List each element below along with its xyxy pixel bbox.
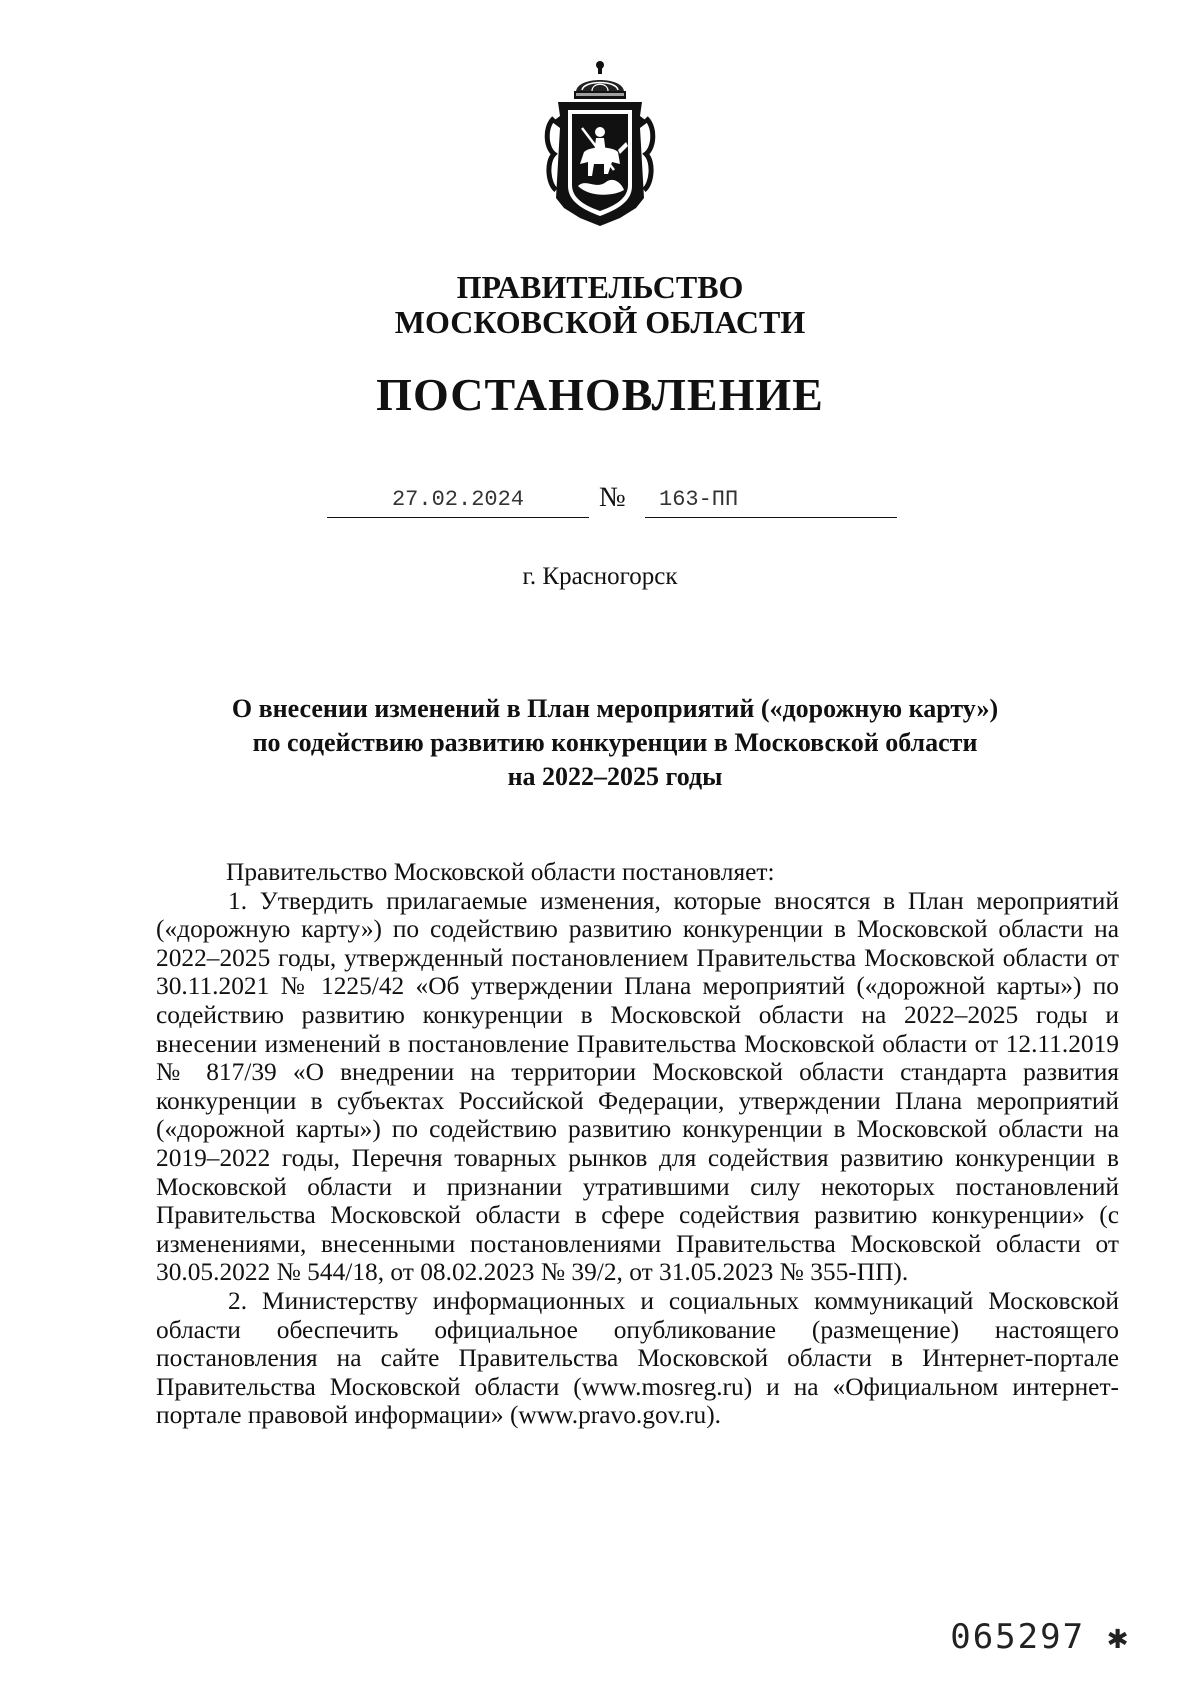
number-sign: № bbox=[599, 482, 626, 513]
organization-name-line2: МОСКОВСКОЙ ОБЛАСТИ bbox=[394, 304, 806, 340]
document-date: 27.02.2024 bbox=[391, 487, 525, 512]
city-name: г. Красногорск bbox=[522, 563, 678, 590]
document-type: ПОСТАНОВЛЕНИЕ bbox=[376, 369, 824, 420]
coat-of-arms-emblem bbox=[540, 58, 660, 228]
document-body bbox=[156, 858, 1119, 1430]
document-title bbox=[155, 692, 1075, 794]
title-line: О внесении изменений в План мероприятий («дорожную карту») bbox=[231, 694, 999, 723]
number-underline bbox=[645, 517, 897, 518]
crown-icon bbox=[574, 61, 626, 99]
item-2-paragraph: 2. Министерству информационных и социальных коммуникаций Московской области обеспечить официальное опубликование (размещение) настоящего постановления на сайте Правительства Московской области в Интернет-портале Правительства Московской области (www.mosreg.ru) и на «Официальном интернет-портале правовой информации» (www.pravo.gov.ru). bbox=[156, 1286, 1119, 1430]
preamble-paragraph: Правительство Московской области постановляет: bbox=[226, 858, 775, 886]
document-number: 163-ПП bbox=[659, 487, 739, 512]
date-underline bbox=[327, 517, 589, 518]
item-1-paragraph: 1. Утвердить прилагаемые изменения, которые вносятся в План мероприятий («дорожную карту») по содействию развитию конкуренции в Московской области на 2022–2025 годы, утвержденный постановлением Правительства Московской области от 30.11.2021 № 1225/42 «Об утверждении Плана мероприятий («дорожной карты») по содействию развитию конкуренции в Московской области на 2022–2025 годы и внесении изменений в постановление Правительства Московской области от 12.11.2019 № 817/39 «О внедрении на территории Московской области стандарта развития конкуренции в субъектах Российской Федерации, утверждении Плана мероприятий («дорожной карты») по содействию развитию конкуренции в Московской области на 2019–2022 годы, Перечня товарных рынков для содействия развитию конкуренции в Московской области и признании утратившими силу некоторых постановлений Правительства Московской области в сфере содействия развитию конкуренции» (с изменениями, внесенными постановлениями Правительства Московской области от 30.05.2022 № 544/18, от 08.02.2023 № 39/2, от 31.05.2023 № 355-ПП). bbox=[156, 886, 1119, 1287]
title-line: по содействию развитию конкуренции в Московской области bbox=[252, 728, 978, 757]
date-number-line bbox=[327, 468, 897, 518]
title-line: на 2022–2025 годы bbox=[507, 762, 723, 791]
organization-name-line1: ПРАВИТЕЛЬСТВО bbox=[456, 269, 744, 305]
serial-number: 065297 ✱ bbox=[950, 1617, 1130, 1657]
